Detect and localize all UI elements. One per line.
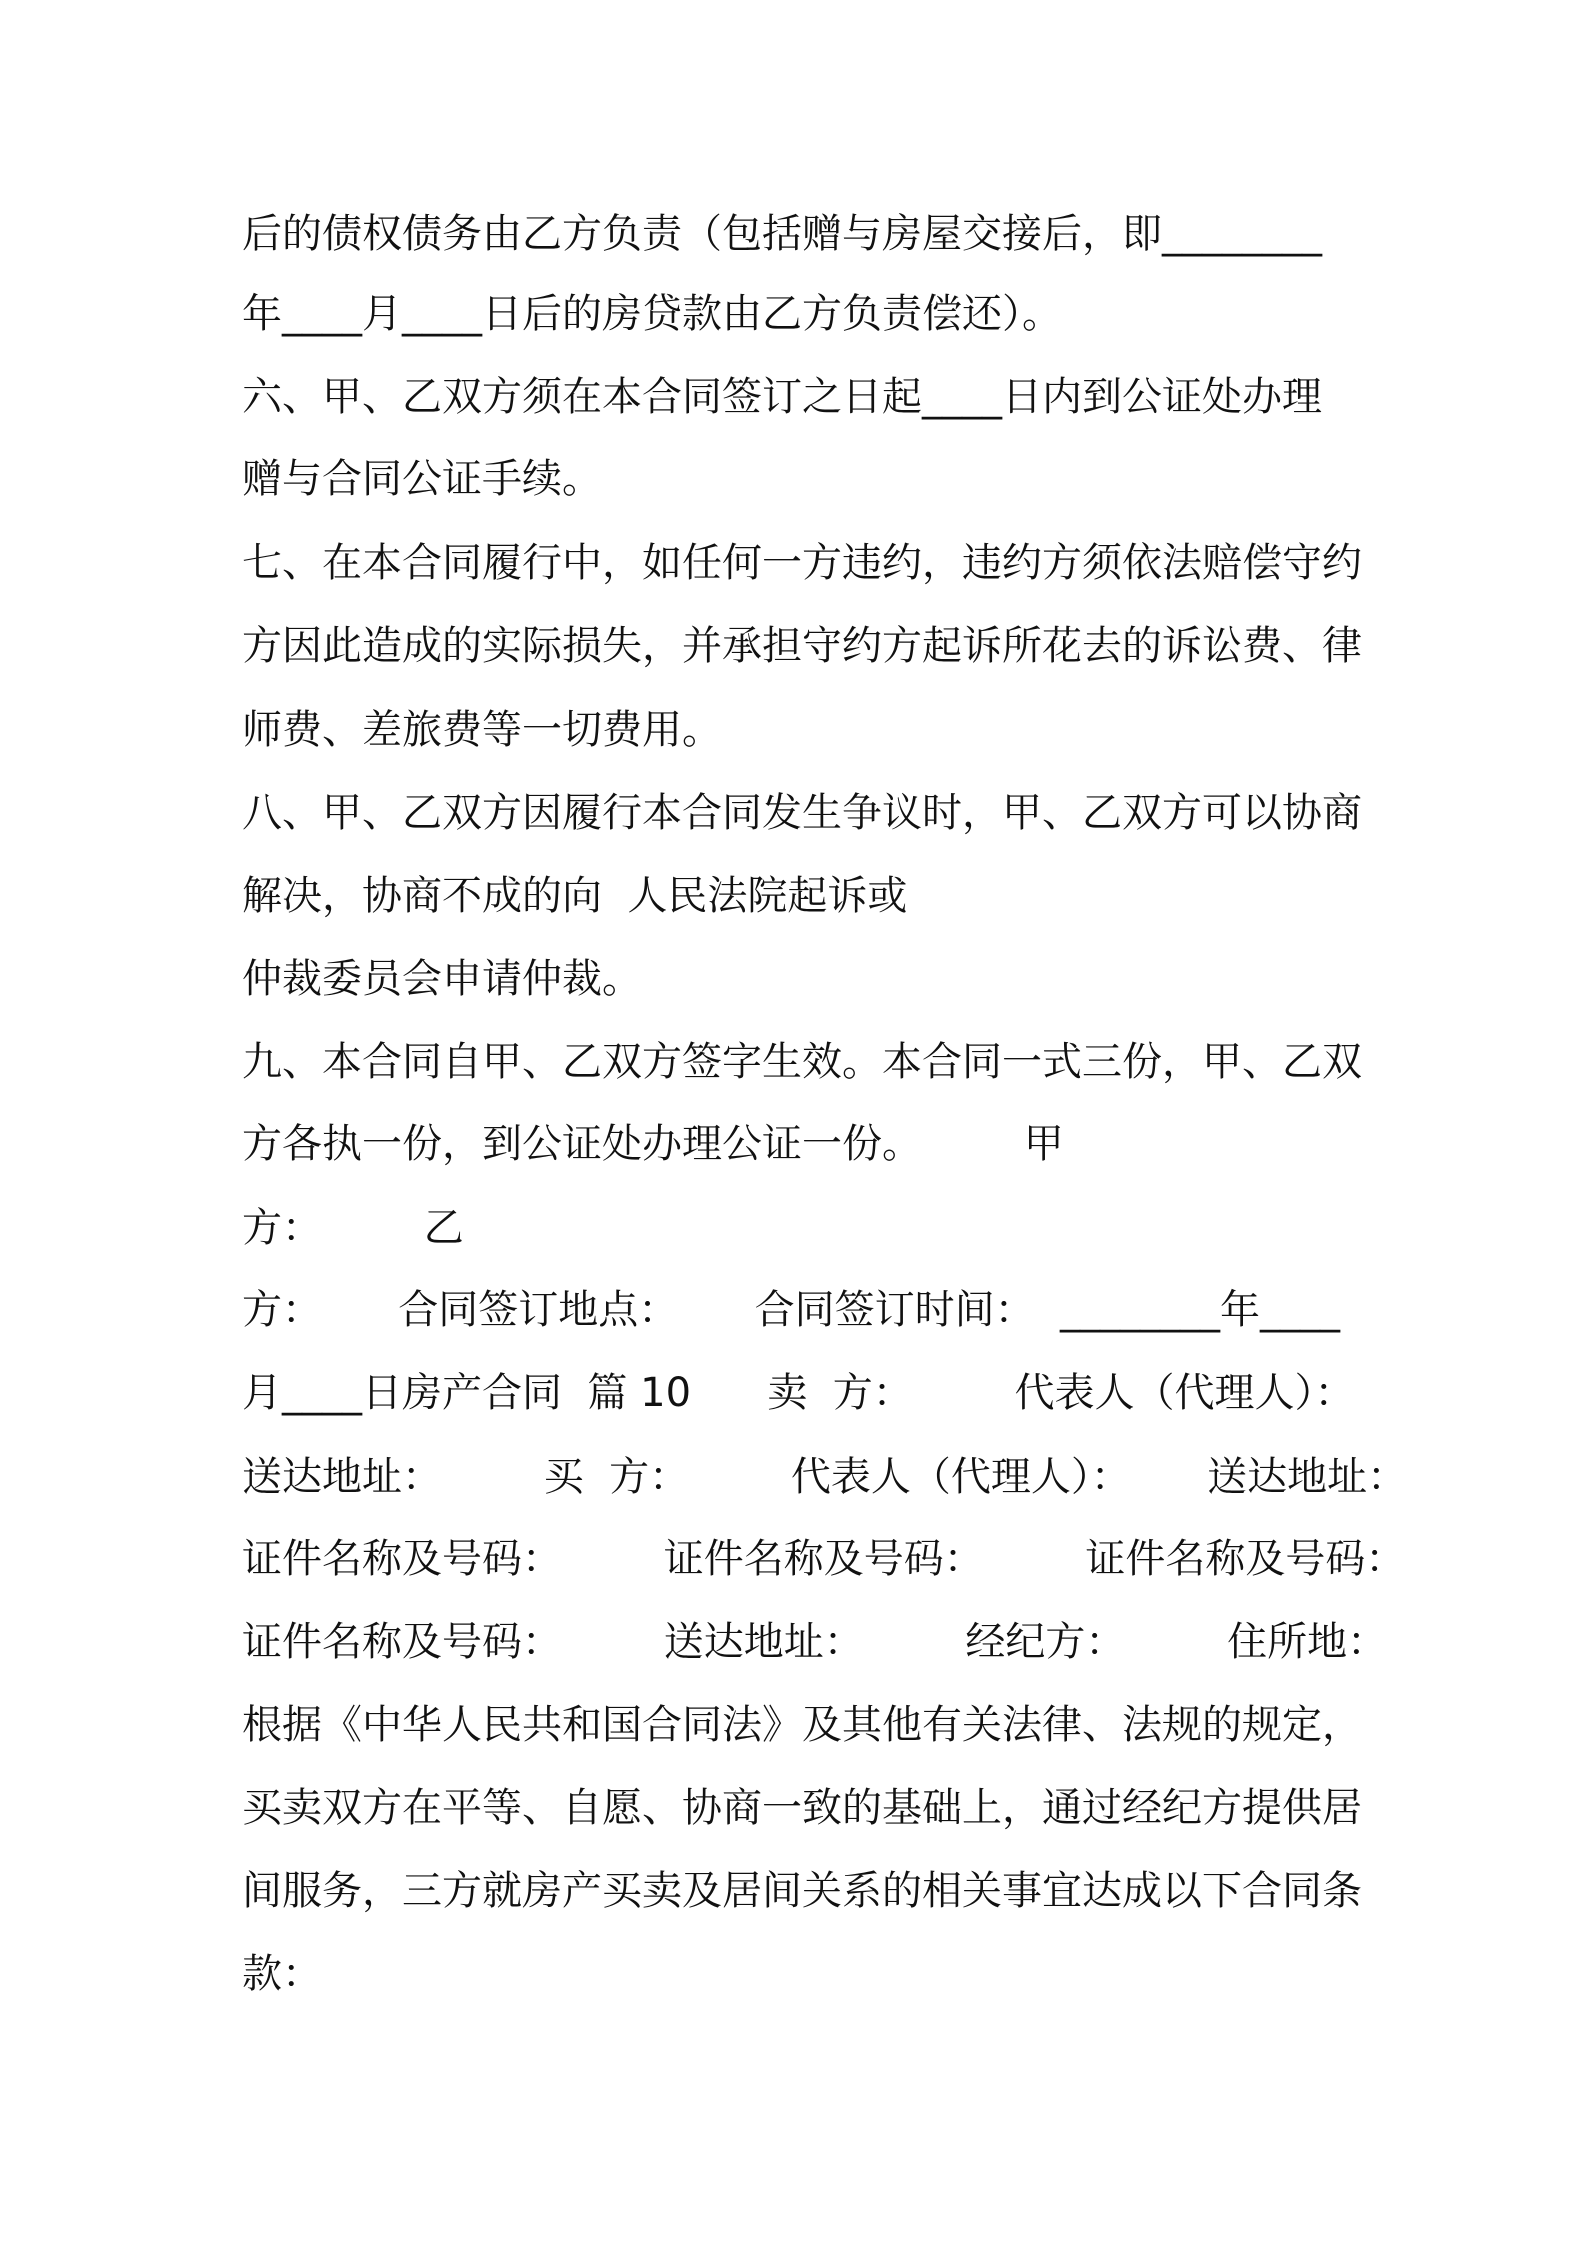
text-line: 方因此造成的实际损失，并承担守约方起诉所花去的诉讼费、律: [242, 623, 1362, 669]
text-line: 送达地址： 买 方： 代表人（代理人）： 送达地址：: [242, 1454, 1408, 1500]
text-line: 根据《中华人民共和国合同法》及其他有关法律、法规的规定，: [242, 1702, 1362, 1748]
text-line: 九、本合同自甲、乙双方签字生效。本合同一式三份，甲、乙双: [242, 1039, 1362, 1085]
text-line: 师费、差旅费等一切费用。: [242, 707, 722, 753]
text-line: 七、在本合同履行中，如任何一方违约，违约方须依法赔偿守约: [242, 540, 1362, 586]
text-line: 方： 合同签订地点： 合同签订时间： ________年____: [242, 1287, 1341, 1333]
text-line: 仲裁委员会申请仲裁。: [242, 956, 642, 1002]
text-line: 赠与合同公证手续。: [242, 456, 602, 502]
text-line: 六、甲、乙双方须在本合同签订之日起____日内到公证处办理: [242, 374, 1322, 420]
text-line: 款：: [242, 1951, 322, 1997]
text-line: 证件名称及号码： 证件名称及号码： 证件名称及号码：: [242, 1536, 1406, 1582]
text-line: 八、甲、乙双方因履行本合同发生争议时，甲、乙双方可以协商: [242, 790, 1362, 836]
text-line: 年____月____日后的房贷款由乙方负责偿还）。: [242, 291, 1062, 337]
text-line: 后的债权债务由乙方负责（包括赠与房屋交接后，即________: [242, 211, 1322, 257]
text-line: 间服务，三方就房产买卖及居间关系的相关事宜达成以下合同条: [242, 1868, 1362, 1914]
text-line: 方： 乙: [242, 1205, 464, 1251]
text-line: 证件名称及号码： 送达地址： 经纪方： 住所地：: [242, 1619, 1388, 1665]
text-line: 月____日房产合同 篇 10 卖 方： 代表人（代理人）：: [242, 1370, 1355, 1416]
text-line: 买卖双方在平等、自愿、协商一致的基础上，通过经纪方提供居: [242, 1785, 1362, 1831]
text-line: 解决，协商不成的向 人民法院起诉或: [242, 873, 908, 919]
text-line: 方各执一份，到公证处办理公证一份。 甲: [242, 1121, 1064, 1167]
